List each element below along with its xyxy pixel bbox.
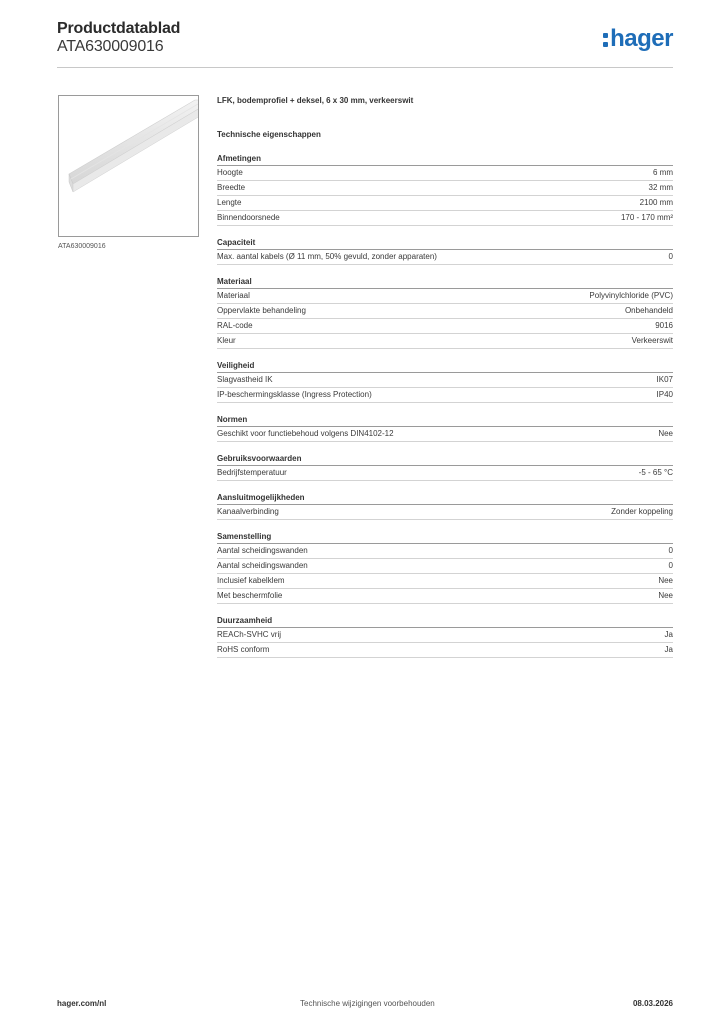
spec-row (217, 304, 673, 319)
spec-row (217, 373, 673, 388)
spec-label: Kleur (217, 336, 236, 345)
spec-section (217, 359, 673, 403)
spec-row (217, 289, 673, 304)
spec-row (217, 166, 673, 181)
section-title: Gebruiksvoorwaarden (217, 452, 673, 466)
spec-section (217, 614, 673, 658)
spec-label: Inclusief kabelklem (217, 576, 285, 585)
page-title: Productdatablad (57, 20, 181, 37)
spec-section (217, 413, 673, 442)
spec-label: RoHS conform (217, 645, 270, 654)
spec-value: 9016 (655, 321, 673, 330)
spec-label: Oppervlakte behandeling (217, 306, 306, 315)
spec-label: Slagvastheid IK (217, 375, 273, 384)
footer-date: 08.03.2026 (632, 999, 673, 1008)
spec-label: RAL-code (217, 321, 253, 330)
spec-row (217, 505, 673, 520)
spec-label: Breedte (217, 183, 246, 192)
footer-notice: Technische wijzigingen voorbehouden (300, 999, 435, 1008)
spec-row (217, 250, 673, 265)
hager-logo[interactable] (603, 26, 673, 52)
section-title: Samenstelling (217, 530, 673, 544)
spec-value: IK07 (656, 375, 673, 384)
spec-value: 0 (668, 252, 673, 261)
spec-label: Binnendoorsnede (217, 213, 280, 222)
spec-value: Ja (664, 645, 673, 654)
spec-label: Geschikt voor functiebehoud volgens DIN4102-12 (217, 429, 394, 438)
header-divider (57, 67, 673, 68)
spec-value: IP40 (656, 390, 673, 399)
spec-section (217, 236, 673, 265)
image-caption: ATA630009016 (58, 243, 106, 250)
spec-row (217, 388, 673, 403)
spec-label: Hoogte (217, 168, 243, 177)
section-title: Aansluitmogelijkheden (217, 491, 673, 505)
spec-value: 170 - 170 mm² (620, 213, 673, 222)
spec-value: Nee (658, 591, 673, 600)
spec-value: Verkeerswit (631, 336, 673, 345)
spec-row (217, 427, 673, 442)
product-description: LFK, bodemprofiel + deksel, 6 x 30 mm, verkeerswit (217, 96, 414, 105)
spec-row (217, 196, 673, 211)
spec-value: Ja (664, 630, 673, 639)
spec-label: Lengte (217, 198, 242, 207)
spec-label: REACh-SVHC vrij (217, 630, 282, 639)
spec-row (217, 334, 673, 349)
spec-label: Max. aantal kabels (Ø 11 mm, 50% gevuld, zonder apparaten) (217, 252, 437, 261)
section-title: Normen (217, 413, 673, 427)
spec-label: IP-beschermingsklasse (Ingress Protection) (217, 390, 372, 399)
spec-row (217, 211, 673, 226)
spec-row (217, 574, 673, 589)
section-title: Veiligheid (217, 359, 673, 373)
cable-duct-illustration (59, 96, 199, 237)
spec-label: Aantal scheidingswanden (217, 546, 308, 555)
section-title: Capaciteit (217, 236, 673, 250)
spec-sections (217, 152, 673, 658)
section-title: Materiaal (217, 275, 673, 289)
spec-row (217, 544, 673, 559)
spec-row (217, 628, 673, 643)
product-reference: ATA630009016 (57, 38, 164, 55)
footer-website-link[interactable]: hager.com/nl (57, 999, 107, 1008)
spec-row (217, 466, 673, 481)
spec-value: Nee (658, 429, 673, 438)
logo-text: hager (610, 25, 673, 52)
spec-content (217, 96, 673, 668)
section-title: Afmetingen (217, 152, 673, 166)
spec-value: Nee (658, 576, 673, 585)
spec-label: Kanaalverbinding (217, 507, 279, 516)
spec-label: Met beschermfolie (217, 591, 283, 600)
spec-section (217, 530, 673, 604)
spec-value: Onbehandeld (624, 306, 673, 315)
spec-value: 0 (668, 561, 673, 570)
spec-row (217, 319, 673, 334)
spec-value: -5 - 65 °C (638, 468, 673, 477)
tech-properties-heading: Technische eigenschappen (217, 130, 321, 139)
logo-colon-icon (603, 30, 608, 47)
spec-label: Aantal scheidingswanden (217, 561, 308, 570)
spec-label: Materiaal (217, 291, 250, 300)
spec-section (217, 152, 673, 226)
spec-value: 2100 mm (639, 198, 673, 207)
spec-section (217, 275, 673, 349)
product-image (58, 95, 199, 237)
spec-value: Zonder koppeling (611, 507, 673, 516)
spec-section (217, 452, 673, 481)
spec-value: 6 mm (653, 168, 673, 177)
spec-row (217, 559, 673, 574)
spec-row (217, 643, 673, 658)
spec-value: 0 (668, 546, 673, 555)
spec-label: Bedrijfstemperatuur (217, 468, 287, 477)
spec-value: Polyvinylchloride (PVC) (589, 291, 673, 300)
section-title: Duurzaamheid (217, 614, 673, 628)
spec-value: 32 mm (648, 183, 673, 192)
spec-section (217, 491, 673, 520)
spec-row (217, 181, 673, 196)
spec-row (217, 589, 673, 604)
